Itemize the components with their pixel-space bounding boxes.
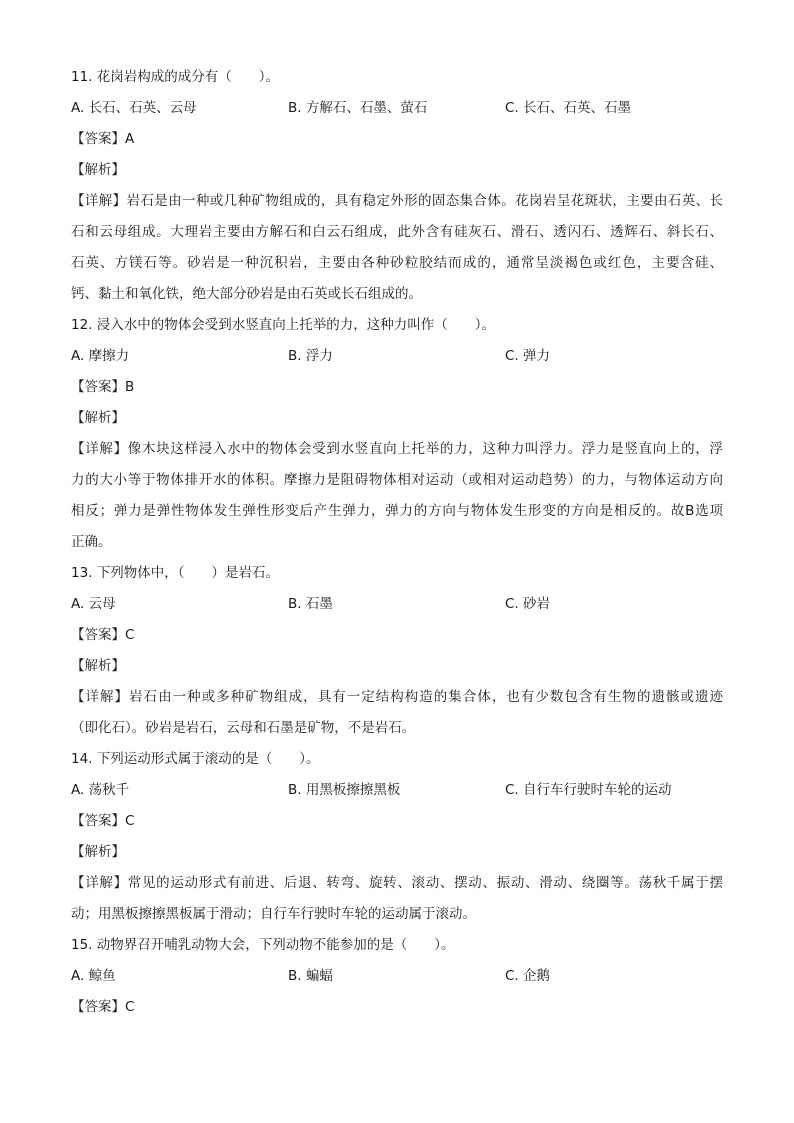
detail-paragraph bbox=[71, 434, 723, 558]
detail-paragraph bbox=[71, 682, 723, 744]
option-c: C. 弹力 bbox=[505, 348, 551, 364]
question-options bbox=[71, 341, 723, 372]
question-options bbox=[71, 961, 723, 992]
question-title: 13. 下列物体中，（ ）是岩石。 bbox=[71, 565, 280, 581]
option-a: A. 长石、石英、云母 bbox=[71, 100, 197, 116]
answer-line: 【答案】C bbox=[71, 813, 135, 829]
detail-line: 【详解】像木块这样浸入水中的物体会受到水竖直向上托举的力，这种力叫浮力。浮力是竖直向上的，浮 bbox=[71, 441, 723, 457]
question-title: 14. 下列运动形式属于滚动的是（ ）。 bbox=[71, 751, 320, 767]
question-title: 11. 花岗岩构成的成分有（ ）。 bbox=[71, 69, 280, 85]
option-b: B. 方解石、石墨、萤石 bbox=[288, 100, 428, 116]
option-a: A. 摩擦力 bbox=[71, 348, 130, 364]
detail-line: 【详解】常见的运动形式有前进、后退、转弯、旋转、滚动、摆动、振动、滑动、绕圈等。荡秋千属于摆 bbox=[71, 875, 723, 891]
detail-line: 正确。 bbox=[71, 534, 112, 550]
option-b: B. 用黑板擦擦黑板 bbox=[288, 782, 401, 798]
answer-line: 【答案】B bbox=[71, 379, 135, 395]
detail-paragraph bbox=[71, 186, 723, 310]
detail-paragraph bbox=[71, 868, 723, 930]
question-list bbox=[71, 62, 723, 1023]
detail-line: 动；用黑板擦擦黑板属于滑动；自行车行驶时车轮的运动属于滚动。 bbox=[71, 906, 476, 922]
question-options bbox=[71, 93, 723, 124]
option-a: A. 云母 bbox=[71, 596, 116, 612]
question-title: 12. 浸入水中的物体会受到水竖直向上托举的力，这种力叫作（ ）。 bbox=[71, 317, 496, 333]
detail-line: 石英、方镁石等。砂岩是一种沉积岩，主要由各种砂粒胶结而成的，通常呈淡褐色或红色，主要含硅、 bbox=[71, 255, 723, 271]
detail-line: 相反；弹力是弹性物体发生弹性形变后产生弹力，弹力的方向与物体发生形变的方向是相反的。故B选项 bbox=[71, 503, 723, 519]
option-b: B. 蝙蝠 bbox=[288, 968, 333, 984]
detail-line: 【详解】岩石由一种或多种矿物组成，具有一定结构构造的集合体，也有少数包含有生物的遗骸或遗迹 bbox=[71, 689, 723, 705]
detail-line: 【详解】岩石是由一种或几种矿物组成的，具有稳定外形的固态集合体。花岗岩呈花斑状，主要由石英、长 bbox=[71, 193, 723, 209]
option-c: C. 自行车行驶时车轮的运动 bbox=[505, 782, 672, 798]
detail-line: 钙、黏土和氧化铁，绝大部分砂岩是由石英或长石组成的。 bbox=[71, 286, 422, 302]
answer-line: 【答案】C bbox=[71, 627, 135, 643]
analysis-label: 【解析】 bbox=[71, 844, 125, 860]
question-options bbox=[71, 775, 723, 806]
option-a: A. 荡秋千 bbox=[71, 782, 130, 798]
option-a: A. 鲸鱼 bbox=[71, 968, 116, 984]
option-c: C. 砂岩 bbox=[505, 596, 551, 612]
analysis-label: 【解析】 bbox=[71, 162, 125, 178]
answer-line: 【答案】C bbox=[71, 999, 135, 1015]
option-c: C. 长石、石英、石墨 bbox=[505, 100, 632, 116]
detail-line: （即化石）。砂岩是岩石，云母和石墨是矿物，不是岩石。 bbox=[71, 720, 416, 736]
question-title: 15. 动物界召开哺乳动物大会，下列动物不能参加的是（ ）。 bbox=[71, 937, 455, 953]
option-b: B. 石墨 bbox=[288, 596, 333, 612]
option-c: C. 企鹅 bbox=[505, 968, 551, 984]
question-options bbox=[71, 589, 723, 620]
detail-line: 力的大小等于物体排开水的体积。摩擦力是阻碍物体相对运动（或相对运动趋势）的力，与物体运动方向 bbox=[71, 472, 723, 488]
option-b: B. 浮力 bbox=[288, 348, 333, 364]
analysis-label: 【解析】 bbox=[71, 658, 125, 674]
detail-line: 石和云母组成。大理岩主要由方解石和白云石组成，此外含有硅灰石、滑石、透闪石、透辉石、斜长石、 bbox=[71, 224, 723, 240]
analysis-label: 【解析】 bbox=[71, 410, 125, 426]
answer-line: 【答案】A bbox=[71, 131, 135, 147]
